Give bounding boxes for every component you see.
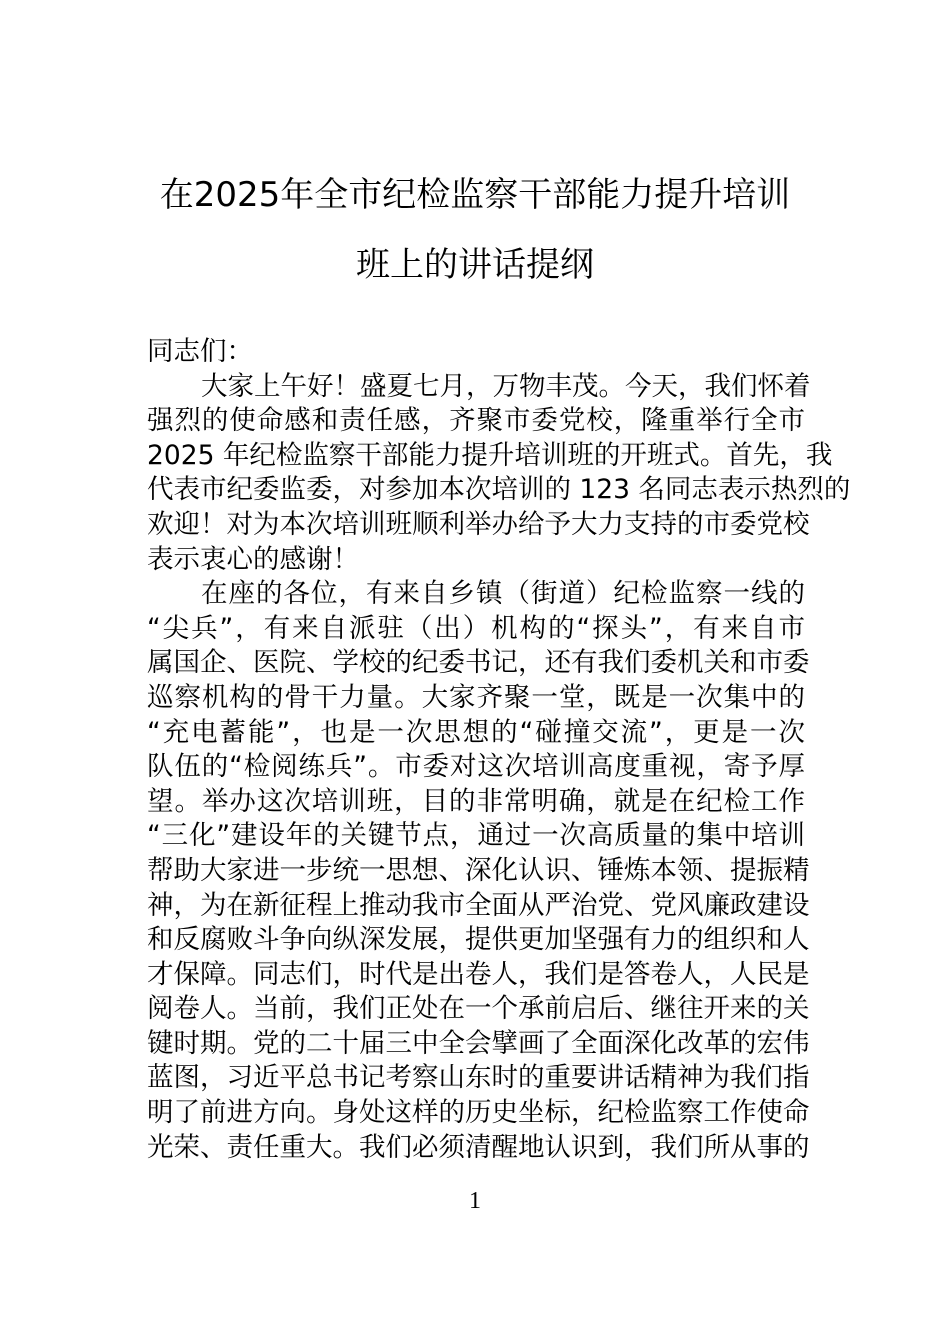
- paragraph-line: 巡察机构的骨干力量。大家齐聚一堂，既是一次集中的: [147, 681, 805, 713]
- paragraph-line: 表示衷心的感谢！: [147, 543, 359, 575]
- paragraph-line: “充电蓄能”，也是一次思想的“碰撞交流”，更是一次: [147, 716, 805, 748]
- paragraphs: [147, 370, 851, 1166]
- paragraph-line: 才保障。同志们，时代是出卷人，我们是答卷人，人民是: [147, 958, 810, 990]
- salutation: 同志们：: [147, 336, 253, 367]
- paragraph-line: 帮助大家进一步统一思想、深化认识、锤炼本领、提振精: [147, 854, 810, 886]
- paragraph-line: 神，为在新征程上推动我市全面从严治党、党风廉政建设: [147, 889, 810, 921]
- paragraph-line: 在座的各位，有来自乡镇（街道）纪检监察一线的: [201, 578, 805, 610]
- page-number: 1: [469, 1188, 481, 1214]
- paragraph-line: 和反腐败斗争向纵深发展，提供更加坚强有力的组织和人: [147, 924, 810, 956]
- paragraph-line: 代表市纪委监委，对参加本次培训的 123 名同志表示热烈的: [147, 474, 851, 506]
- paragraph-line: 键时期。党的二十届三中全会擘画了全面深化改革的宏伟: [147, 1027, 810, 1059]
- paragraph: [147, 370, 851, 578]
- paragraph-line: 光荣、责任重大。我们必须清醒地认识到，我们所从事的: [147, 1131, 810, 1163]
- paragraph-line: “尖兵”，有来自派驻（出）机构的“探头”，有来自市: [147, 612, 805, 644]
- paragraph-line: 阅卷人。当前，我们正处在一个承前启后、继往开来的关: [147, 993, 810, 1025]
- paragraph-line: 大家上午好！盛夏七月，万物丰茂。今天，我们怀着: [201, 370, 811, 402]
- paragraph-line: 欢迎！对为本次培训班顺利举办给予大力支持的市委党校: [147, 508, 810, 540]
- paragraph: [147, 577, 810, 1165]
- paragraph-line: 属国企、医院、学校的纪委书记，还有我们委机关和市委: [147, 647, 810, 679]
- document-body: [147, 335, 851, 1165]
- paragraph-line: 2025 年纪检监察干部能力提升培训班的开班式。首先，我: [147, 439, 833, 471]
- paragraph-line: 明了前进方向。身处这样的历史坐标，纪检监察工作使命: [147, 1097, 810, 1129]
- paragraph-line: 队伍的“检阅练兵”。市委对这次培训高度重视，寄予厚: [147, 751, 805, 783]
- document-title-line-2: 班上的讲话提纲: [356, 245, 594, 285]
- document-title-line-1: 在2025年全市纪检监察干部能力提升培训: [159, 175, 791, 215]
- paragraph-line: 望。举办这次培训班，目的非常明确，就是在纪检工作: [147, 785, 805, 817]
- paragraph-line: “三化”建设年的关键节点，通过一次高质量的集中培训: [147, 820, 805, 852]
- paragraph-line: 蓝图，习近平总书记考察山东时的重要讲话精神为我们指: [147, 1062, 810, 1094]
- paragraph-line: 强烈的使命感和责任感，齐聚市委党校，隆重举行全市: [147, 405, 805, 437]
